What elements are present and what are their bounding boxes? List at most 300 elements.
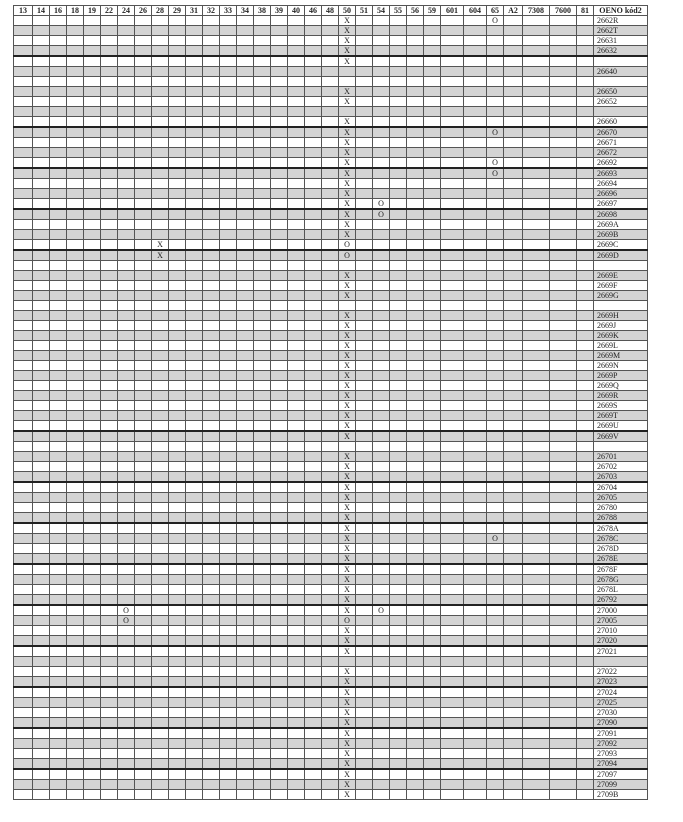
empty-cell — [237, 117, 254, 128]
empty-cell — [407, 240, 424, 251]
empty-cell — [464, 667, 487, 677]
empty-cell — [407, 646, 424, 657]
empty-cell — [464, 271, 487, 281]
empty-cell — [288, 442, 305, 452]
empty-cell — [424, 97, 441, 107]
empty-cell — [373, 698, 390, 708]
empty-cell — [84, 209, 101, 220]
empty-cell — [237, 585, 254, 595]
empty-cell — [50, 87, 67, 97]
empty-cell — [424, 291, 441, 301]
empty-cell — [118, 442, 135, 452]
empty-cell — [288, 421, 305, 432]
empty-cell — [407, 311, 424, 321]
empty-cell — [441, 261, 464, 271]
empty-cell — [550, 605, 577, 616]
empty-cell — [118, 482, 135, 493]
empty-cell — [288, 250, 305, 261]
empty-cell — [14, 179, 33, 189]
empty-cell — [424, 431, 441, 442]
mark-cell: X — [339, 769, 356, 780]
empty-cell — [464, 482, 487, 493]
empty-cell — [67, 341, 84, 351]
empty-cell — [203, 636, 220, 647]
empty-cell — [356, 16, 373, 26]
empty-cell — [203, 351, 220, 361]
table-row — [14, 769, 648, 780]
mark-cell: X — [339, 158, 356, 169]
table-row — [14, 36, 648, 46]
empty-cell — [186, 421, 203, 432]
empty-cell — [118, 341, 135, 351]
empty-cell — [356, 790, 373, 800]
empty-cell — [322, 493, 339, 503]
empty-cell — [169, 462, 186, 472]
empty-cell — [14, 311, 33, 321]
empty-cell — [101, 452, 118, 462]
empty-cell — [577, 442, 594, 452]
table-row — [14, 739, 648, 749]
oeno-code-cell: 26701 — [594, 452, 648, 462]
empty-cell — [523, 677, 550, 688]
empty-cell — [339, 67, 356, 77]
empty-cell — [254, 636, 271, 647]
empty-cell — [237, 209, 254, 220]
empty-cell — [14, 728, 33, 739]
empty-cell — [390, 261, 407, 271]
empty-cell — [288, 321, 305, 331]
empty-cell — [487, 371, 504, 381]
mark-cell: O — [339, 250, 356, 261]
empty-cell — [237, 626, 254, 636]
empty-cell — [356, 148, 373, 158]
empty-cell — [305, 26, 322, 36]
empty-cell — [487, 759, 504, 770]
empty-cell — [169, 291, 186, 301]
empty-cell — [288, 291, 305, 301]
empty-cell — [186, 493, 203, 503]
empty-cell — [356, 667, 373, 677]
empty-cell — [84, 667, 101, 677]
empty-cell — [305, 636, 322, 647]
empty-cell — [487, 401, 504, 411]
empty-cell — [118, 281, 135, 291]
empty-cell — [67, 523, 84, 534]
empty-cell — [84, 759, 101, 770]
empty-cell — [305, 657, 322, 667]
empty-cell — [271, 351, 288, 361]
empty-cell — [550, 56, 577, 67]
empty-cell — [288, 240, 305, 251]
empty-cell — [135, 687, 152, 698]
empty-cell — [356, 351, 373, 361]
empty-cell — [441, 544, 464, 554]
empty-cell — [220, 199, 237, 210]
empty-cell — [33, 636, 50, 647]
empty-cell — [271, 790, 288, 800]
empty-cell — [254, 77, 271, 87]
empty-cell — [523, 585, 550, 595]
empty-cell — [152, 381, 169, 391]
empty-cell — [101, 77, 118, 87]
empty-cell — [577, 728, 594, 739]
empty-cell — [271, 452, 288, 462]
empty-cell — [390, 472, 407, 483]
empty-cell — [577, 391, 594, 401]
empty-cell — [339, 77, 356, 87]
empty-cell — [50, 46, 67, 57]
empty-cell — [135, 301, 152, 311]
mark-cell: O — [118, 616, 135, 626]
empty-cell — [271, 199, 288, 210]
empty-cell — [84, 281, 101, 291]
empty-cell — [407, 605, 424, 616]
empty-cell — [523, 718, 550, 729]
empty-cell — [14, 636, 33, 647]
empty-cell — [220, 575, 237, 585]
empty-cell — [504, 790, 523, 800]
empty-cell — [577, 523, 594, 534]
empty-cell — [84, 769, 101, 780]
empty-cell — [135, 575, 152, 585]
table-row — [14, 26, 648, 36]
empty-cell — [407, 636, 424, 647]
empty-cell — [523, 261, 550, 271]
empty-cell — [14, 16, 33, 26]
empty-cell — [504, 209, 523, 220]
empty-cell — [322, 595, 339, 606]
empty-cell — [288, 391, 305, 401]
empty-cell — [152, 564, 169, 575]
mark-cell: X — [339, 728, 356, 739]
empty-cell — [14, 667, 33, 677]
empty-cell — [523, 687, 550, 698]
empty-cell — [407, 595, 424, 606]
empty-cell — [33, 97, 50, 107]
empty-cell — [271, 677, 288, 688]
empty-cell — [487, 616, 504, 626]
empty-cell — [390, 271, 407, 281]
empty-cell — [50, 780, 67, 790]
empty-cell — [169, 513, 186, 524]
empty-cell — [67, 575, 84, 585]
empty-cell — [118, 67, 135, 77]
empty-cell — [464, 168, 487, 179]
mark-cell: X — [339, 667, 356, 677]
empty-cell — [203, 544, 220, 554]
empty-cell — [67, 117, 84, 128]
empty-cell — [101, 728, 118, 739]
empty-cell — [14, 281, 33, 291]
empty-cell — [203, 26, 220, 36]
empty-cell — [237, 271, 254, 281]
empty-cell — [356, 759, 373, 770]
empty-cell — [487, 431, 504, 442]
empty-cell — [550, 26, 577, 36]
empty-cell — [407, 472, 424, 483]
empty-cell — [305, 291, 322, 301]
mark-cell: X — [339, 564, 356, 575]
empty-cell — [424, 780, 441, 790]
empty-cell — [356, 605, 373, 616]
table-row — [14, 117, 648, 128]
empty-cell — [288, 26, 305, 36]
empty-cell — [356, 117, 373, 128]
empty-cell — [254, 790, 271, 800]
empty-cell — [373, 503, 390, 513]
empty-cell — [424, 749, 441, 759]
empty-cell — [550, 780, 577, 790]
empty-cell — [237, 718, 254, 729]
empty-cell — [288, 698, 305, 708]
empty-cell — [84, 158, 101, 169]
empty-cell — [33, 431, 50, 442]
empty-cell — [50, 127, 67, 138]
empty-cell — [487, 595, 504, 606]
empty-cell — [220, 636, 237, 647]
empty-cell — [33, 769, 50, 780]
oeno-code-cell: 2669N — [594, 361, 648, 371]
empty-cell — [407, 421, 424, 432]
empty-cell — [186, 371, 203, 381]
empty-cell — [288, 107, 305, 117]
empty-cell — [67, 472, 84, 483]
empty-cell — [186, 209, 203, 220]
empty-cell — [577, 220, 594, 230]
empty-cell — [203, 291, 220, 301]
empty-cell — [390, 301, 407, 311]
oeno-code-cell — [594, 107, 648, 117]
empty-cell — [118, 26, 135, 36]
empty-cell — [50, 209, 67, 220]
oeno-code-cell: 26672 — [594, 148, 648, 158]
empty-cell — [550, 667, 577, 677]
empty-cell — [220, 127, 237, 138]
empty-cell — [390, 636, 407, 647]
empty-cell — [203, 138, 220, 148]
empty-cell — [152, 209, 169, 220]
empty-cell — [577, 462, 594, 472]
empty-cell — [487, 250, 504, 261]
mark-cell: X — [339, 780, 356, 790]
mark-cell: X — [339, 271, 356, 281]
mark-cell: X — [339, 209, 356, 220]
empty-cell — [577, 411, 594, 421]
empty-cell — [203, 698, 220, 708]
oeno-code-cell: 27099 — [594, 780, 648, 790]
empty-cell — [424, 281, 441, 291]
empty-cell — [186, 158, 203, 169]
empty-cell — [135, 646, 152, 657]
empty-cell — [373, 291, 390, 301]
empty-cell — [322, 67, 339, 77]
empty-cell — [169, 341, 186, 351]
empty-cell — [203, 564, 220, 575]
empty-cell — [118, 199, 135, 210]
empty-cell — [271, 26, 288, 36]
empty-cell — [135, 341, 152, 351]
empty-cell — [169, 708, 186, 718]
empty-cell — [237, 462, 254, 472]
empty-cell — [523, 698, 550, 708]
empty-cell — [237, 240, 254, 251]
empty-cell — [356, 361, 373, 371]
empty-cell — [487, 361, 504, 371]
empty-cell — [550, 585, 577, 595]
empty-cell — [464, 759, 487, 770]
oeno-code-cell: 26705 — [594, 493, 648, 503]
empty-cell — [101, 698, 118, 708]
table-row — [14, 616, 648, 626]
table-row — [14, 240, 648, 251]
empty-cell — [33, 46, 50, 57]
empty-cell — [203, 148, 220, 158]
mark-cell: X — [339, 138, 356, 148]
empty-cell — [203, 482, 220, 493]
empty-cell — [50, 26, 67, 36]
empty-cell — [254, 646, 271, 657]
empty-cell — [186, 739, 203, 749]
empty-cell — [373, 46, 390, 57]
empty-cell — [407, 391, 424, 401]
empty-cell — [33, 117, 50, 128]
empty-cell — [203, 331, 220, 341]
empty-cell — [67, 452, 84, 462]
empty-cell — [322, 718, 339, 729]
empty-cell — [118, 667, 135, 677]
empty-cell — [254, 148, 271, 158]
mark-cell: X — [339, 411, 356, 421]
empty-cell — [237, 67, 254, 77]
empty-cell — [169, 56, 186, 67]
empty-cell — [203, 158, 220, 169]
empty-cell — [305, 361, 322, 371]
empty-cell — [84, 626, 101, 636]
empty-cell — [14, 657, 33, 667]
empty-cell — [84, 462, 101, 472]
empty-cell — [577, 189, 594, 199]
empty-cell — [407, 687, 424, 698]
empty-cell — [50, 636, 67, 647]
empty-cell — [152, 261, 169, 271]
empty-cell — [523, 56, 550, 67]
empty-cell — [407, 544, 424, 554]
empty-cell — [390, 291, 407, 301]
empty-cell — [504, 564, 523, 575]
empty-cell — [203, 554, 220, 565]
empty-cell — [373, 534, 390, 544]
column-header: 46 — [305, 6, 322, 16]
empty-cell — [203, 780, 220, 790]
empty-cell — [441, 87, 464, 97]
empty-cell — [186, 605, 203, 616]
empty-cell — [169, 331, 186, 341]
empty-cell — [504, 523, 523, 534]
empty-cell — [373, 780, 390, 790]
mark-cell: X — [339, 281, 356, 291]
table-row — [14, 148, 648, 158]
empty-cell — [220, 148, 237, 158]
empty-cell — [84, 472, 101, 483]
empty-cell — [237, 168, 254, 179]
empty-cell — [169, 646, 186, 657]
empty-cell — [254, 759, 271, 770]
column-header: 81 — [577, 6, 594, 16]
empty-cell — [390, 616, 407, 626]
empty-cell — [464, 230, 487, 240]
empty-cell — [487, 301, 504, 311]
empty-cell — [135, 554, 152, 565]
empty-cell — [407, 677, 424, 688]
empty-cell — [101, 158, 118, 169]
empty-cell — [487, 503, 504, 513]
empty-cell — [305, 97, 322, 107]
empty-cell — [14, 158, 33, 169]
empty-cell — [504, 718, 523, 729]
oeno-code-cell: 27091 — [594, 728, 648, 739]
empty-cell — [322, 371, 339, 381]
empty-cell — [390, 46, 407, 57]
empty-cell — [424, 321, 441, 331]
empty-cell — [577, 493, 594, 503]
empty-cell — [390, 199, 407, 210]
empty-cell — [424, 351, 441, 361]
empty-cell — [487, 462, 504, 472]
empty-cell — [67, 636, 84, 647]
empty-cell — [322, 411, 339, 421]
empty-cell — [322, 271, 339, 281]
empty-cell — [33, 493, 50, 503]
empty-cell — [203, 657, 220, 667]
empty-cell — [305, 351, 322, 361]
empty-cell — [550, 281, 577, 291]
empty-cell — [84, 718, 101, 729]
empty-cell — [203, 503, 220, 513]
empty-cell — [237, 759, 254, 770]
empty-cell — [14, 321, 33, 331]
empty-cell — [356, 718, 373, 729]
empty-cell — [186, 341, 203, 351]
oeno-code-cell: 2678D — [594, 544, 648, 554]
empty-cell — [237, 636, 254, 647]
empty-cell — [135, 16, 152, 26]
empty-cell — [356, 411, 373, 421]
empty-cell — [441, 331, 464, 341]
empty-cell — [271, 493, 288, 503]
empty-cell — [50, 718, 67, 729]
empty-cell — [577, 677, 594, 688]
empty-cell — [220, 728, 237, 739]
empty-cell — [504, 107, 523, 117]
empty-cell — [186, 575, 203, 585]
empty-cell — [464, 452, 487, 462]
empty-cell — [14, 442, 33, 452]
empty-cell — [186, 107, 203, 117]
empty-cell — [101, 472, 118, 483]
empty-cell — [288, 189, 305, 199]
empty-cell — [288, 636, 305, 647]
empty-cell — [101, 341, 118, 351]
empty-cell — [118, 708, 135, 718]
empty-cell — [487, 321, 504, 331]
empty-cell — [322, 26, 339, 36]
empty-cell — [84, 646, 101, 657]
empty-cell — [322, 361, 339, 371]
empty-cell — [322, 138, 339, 148]
empty-cell — [33, 67, 50, 77]
empty-cell — [67, 351, 84, 361]
empty-cell — [84, 401, 101, 411]
